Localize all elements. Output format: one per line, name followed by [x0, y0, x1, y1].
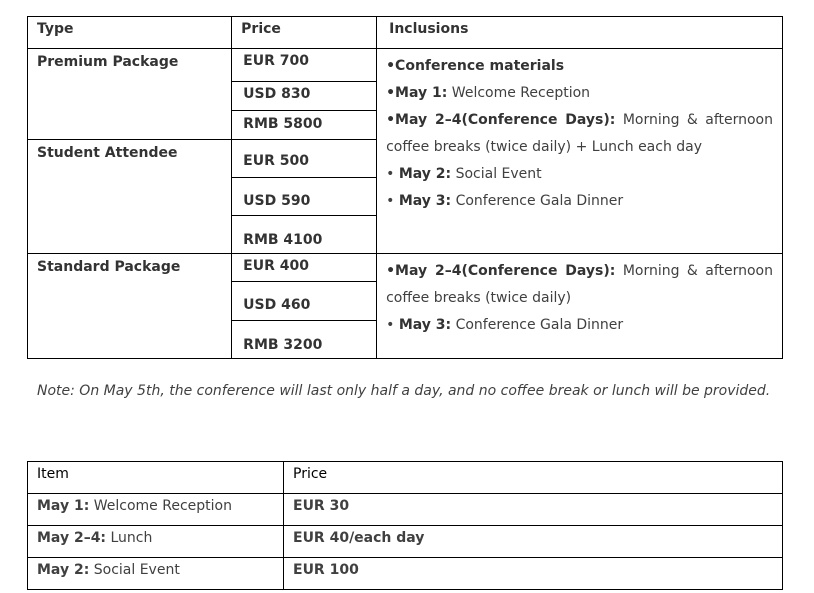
price-cell: USD 460 [232, 282, 377, 321]
header-price: Price [284, 462, 783, 494]
item-cell: May 2–4: Lunch [28, 526, 284, 558]
price-cell: USD 830 [232, 82, 377, 111]
table-row [28, 494, 783, 526]
inclusion-line: • May 3: Conference Gala Dinner [386, 317, 624, 333]
price-cell: RMB 5800 [232, 111, 377, 140]
table-row [28, 526, 783, 558]
inclusions-premium-student [377, 49, 783, 254]
price-cell: EUR 30 [284, 494, 783, 526]
item-cell: May 2: Social Event [28, 558, 284, 590]
price-cell: RMB 4100 [232, 216, 377, 254]
table-header-row [28, 17, 783, 49]
price-cell: EUR 700 [232, 49, 377, 82]
inclusions-standard [377, 254, 783, 359]
add-on-pricing-table [27, 461, 783, 590]
header-item: Item [28, 462, 284, 494]
price-cell: EUR 500 [232, 140, 377, 178]
table-row [28, 254, 783, 282]
inclusion-line: •Conference materials [386, 58, 565, 74]
inclusion-line: •May 2–4(Conference Days): Morning & afternoon coffee breaks (twice daily) [386, 263, 773, 306]
price-cell: EUR 400 [232, 254, 377, 282]
price-cell: RMB 3200 [232, 321, 377, 359]
type-premium: Premium Package [28, 49, 232, 140]
inclusion-line: •May 2–4(Conference Days): Morning & afternoon coffee breaks (twice daily) + Lunch each day [386, 112, 773, 155]
price-cell: EUR 40/each day [284, 526, 783, 558]
table-row [28, 49, 783, 82]
header-price: Price [232, 17, 377, 49]
package-pricing-table [27, 16, 783, 359]
price-cell: EUR 100 [284, 558, 783, 590]
inclusion-line: •May 1: Welcome Reception [386, 85, 591, 101]
type-student: Student Attendee [28, 140, 232, 254]
item-cell: May 1: Welcome Reception [28, 494, 284, 526]
type-standard: Standard Package [28, 254, 232, 359]
table-header-row [28, 462, 783, 494]
note-text: Note: On May 5th, the conference will last only half a day, and no coffee break or lunch will be provided. [37, 383, 771, 399]
table-row [28, 558, 783, 590]
header-inclusions: Inclusions [377, 17, 783, 49]
inclusion-line: • May 3: Conference Gala Dinner [386, 193, 624, 209]
inclusion-line: • May 2: Social Event [386, 166, 542, 182]
price-cell: USD 590 [232, 178, 377, 216]
header-type: Type [28, 17, 232, 49]
